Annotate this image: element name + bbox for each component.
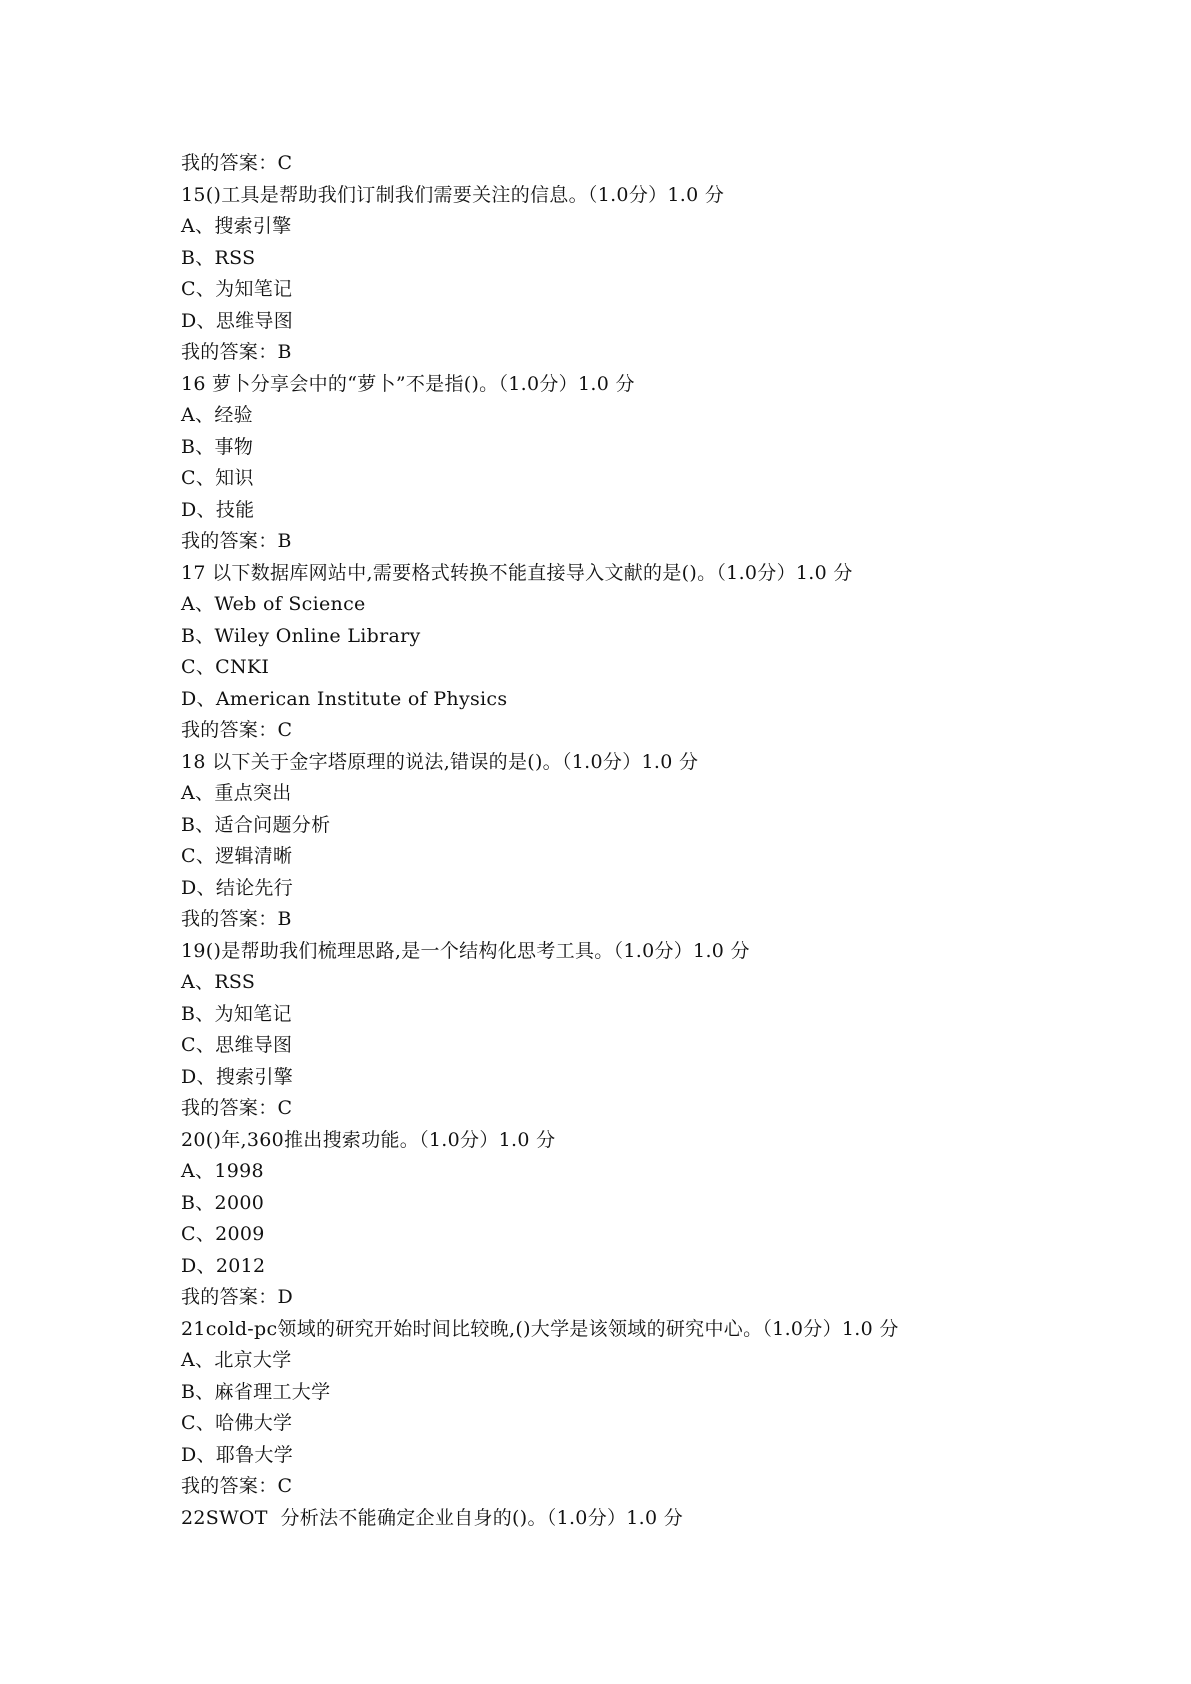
option-b: B、麻省理工大学 [181, 1380, 331, 1403]
question-21: 21cold-pc领域的研究开始时间比较晚,()大学是该领域的研究中心。（1.0分）1.0 分 [181, 1317, 899, 1340]
option-a: A、1998 [181, 1160, 264, 1182]
option-a: A、北京大学 [181, 1349, 292, 1371]
answer-line: 我的答案：D [181, 1286, 294, 1308]
option-b: B、适合问题分析 [181, 813, 331, 836]
option-c: C、2009 [181, 1223, 265, 1245]
question-17: 17 以下数据库网站中,需要格式转换不能直接导入文献的是()。（1.0分）1.0 分 [181, 561, 853, 584]
option-d: D、技能 [181, 498, 255, 521]
answer-line: 我的答案：C [181, 1097, 293, 1119]
option-a: A、RSS [181, 971, 256, 993]
question-20: 20()年,360推出搜索功能。（1.0分）1.0 分 [181, 1128, 556, 1151]
option-c: C、知识 [181, 467, 254, 489]
question-16: 16 萝卜分享会中的“萝卜”不是指()。（1.0分）1.0 分 [181, 372, 635, 395]
option-c: C、CNKI [181, 656, 270, 678]
option-d: D、2012 [181, 1254, 266, 1277]
option-b: B、2000 [181, 1191, 265, 1214]
option-d: D、思维导图 [181, 309, 294, 332]
answer-line: 我的答案：C [181, 1475, 293, 1497]
question-19: 19()是帮助我们梳理思路,是一个结构化思考工具。（1.0分）1.0 分 [181, 939, 750, 962]
answer-line: 我的答案：B [181, 908, 292, 930]
option-d: D、American Institute of Physics [181, 687, 508, 710]
option-b: B、为知笔记 [181, 1002, 292, 1025]
question-15: 15()工具是帮助我们订制我们需要关注的信息。（1.0分）1.0 分 [181, 183, 725, 206]
option-b: B、Wiley Online Library [181, 624, 421, 647]
option-d: D、搜索引擎 [181, 1065, 294, 1088]
answer-line: 我的答案：B [181, 341, 292, 363]
option-b: B、事物 [181, 435, 254, 458]
option-d: D、结论先行 [181, 876, 294, 899]
question-22: 22SWOT 分析法不能确定企业自身的()。（1.0分）1.0 分 [181, 1506, 684, 1529]
option-b: B、RSS [181, 246, 256, 269]
option-a: A、搜索引擎 [181, 215, 292, 237]
document-page [181, 148, 1141, 1534]
option-d: D、耶鲁大学 [181, 1443, 294, 1466]
option-c: C、思维导图 [181, 1034, 293, 1056]
option-c: C、逻辑清晰 [181, 845, 293, 867]
answer-line: 我的答案：C [181, 152, 293, 174]
answer-line: 我的答案：C [181, 719, 293, 741]
option-c: C、哈佛大学 [181, 1412, 293, 1434]
question-18: 18 以下关于金字塔原理的说法,错误的是()。（1.0分）1.0 分 [181, 750, 699, 773]
option-a: A、经验 [181, 404, 253, 426]
answer-line: 我的答案：B [181, 530, 292, 552]
option-a: A、重点突出 [181, 782, 292, 804]
option-c: C、为知笔记 [181, 278, 293, 300]
option-a: A、Web of Science [181, 593, 366, 615]
